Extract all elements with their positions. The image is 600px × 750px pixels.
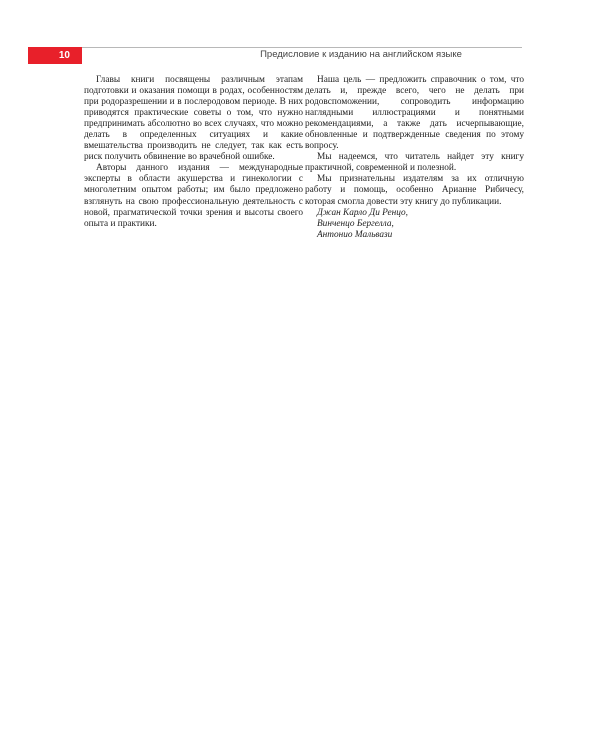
signature-line: Винченцо Бергелла, [317,218,394,229]
paragraph: Мы признательны издателям за их отличную работу и помощь, особенно Арианне Рибичесу, которая смогла довести эту книгу до публикации. [305,174,524,207]
signature-line: Джан Карло Ди Ренцо, [317,207,408,218]
right-column [305,75,524,241]
left-column [84,75,303,230]
paragraph: Наша цель — предложить справочник о том, что делать и, прежде всего, чего не делать при родовспоможении, сопроводить информацию наглядными иллюстрациями и понятными рекомендациями, а также дать исчерпывающие, обновленные и подтвержденные сведения по этому вопросу. [305,75,524,152]
paragraph: Мы надеемся, что читатель найдет эту книгу практичной, современной и полезной. [305,152,524,174]
signature-block [305,208,524,241]
page-number-tab [28,47,82,64]
signature-line: Антонио Мальвази [317,229,393,240]
paragraph: Главы книги посвящены различным этапам подготовки и оказания помощи в родах, особенностям при родоразрешении и в послеродовом периоде. В них приводятся практические советы о том, что нужно предпринимать абсолютно во всех случаях, что можно делать в определенных ситуациях и какие вмешательства производить не следует, так как есть риск получить обвинение во врачебной ошибке. [84,75,303,163]
page-number: 10 [58,50,70,61]
paragraph: Авторы данного издания — международные эксперты в области акушерства и гинекологии с многолетним опытом работы; им было предложено взглянуть на свою профессиональную деятельность с новой, прагматической точки зрения и высоты своего опыта и практики. [84,163,303,229]
running-title: Предисловие к изданию на английском языке [260,49,462,60]
